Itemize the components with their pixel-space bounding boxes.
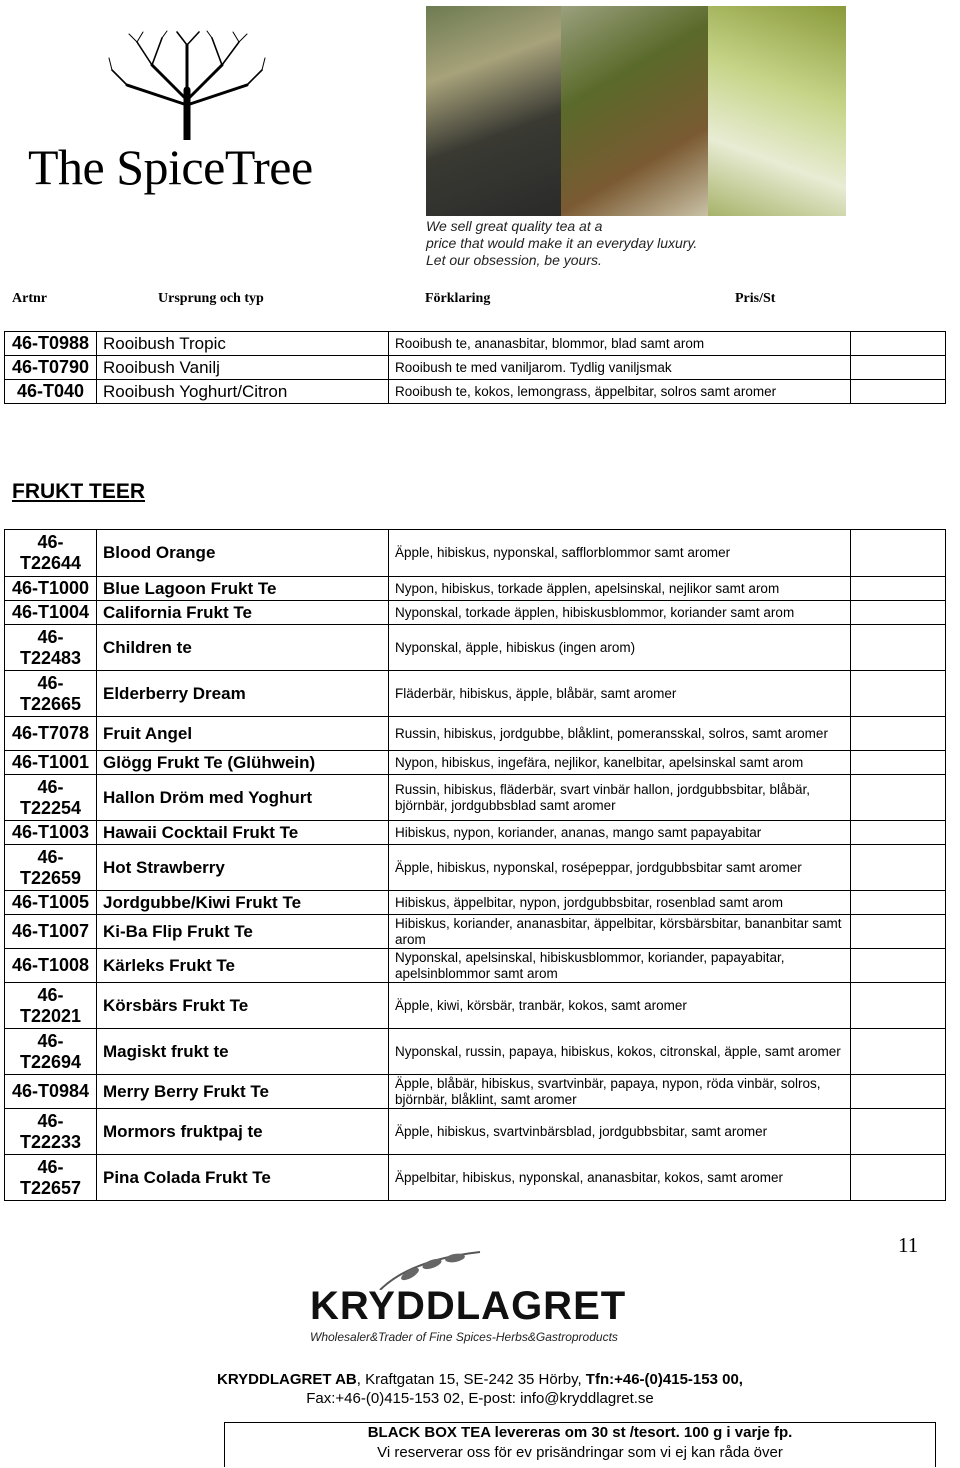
green-tea-cup-photo xyxy=(708,6,846,216)
artnr-cell: 46-T0984 xyxy=(5,1075,97,1109)
table-row xyxy=(5,915,946,949)
description-cell: Nyponskal, äpple, hibiskus (ingen arom) xyxy=(389,625,851,671)
artnr-cell: 46-T1008 xyxy=(5,949,97,983)
table-row xyxy=(5,1029,946,1075)
price-cell xyxy=(851,577,946,601)
product-name-cell: Elderberry Dream xyxy=(97,671,389,717)
table-row xyxy=(5,775,946,821)
artnr-cell: 46- T22659 xyxy=(5,845,97,891)
description-cell: Äpple, hibiskus, nyponskal, rosépeppar, jordgubbsbitar samt aromer xyxy=(389,845,851,891)
price-cell xyxy=(851,751,946,775)
table-row xyxy=(5,983,946,1029)
column-header-price: Pris/St xyxy=(735,291,776,306)
company-name: KRYDDLAGRET AB xyxy=(217,1371,357,1388)
price-cell xyxy=(851,530,946,577)
description-cell: Nypon, hibiskus, ingefära, nejlikor, kanelbitar, apelsinskal samt arom xyxy=(389,751,851,775)
price-cell xyxy=(851,356,946,380)
table-row xyxy=(5,1075,946,1109)
tagline-line: price that would make it an everyday luxury. xyxy=(426,235,698,251)
product-name-cell: Fruit Angel xyxy=(97,717,389,751)
section-title: FRUKT TEER xyxy=(12,480,145,503)
table-row xyxy=(5,530,946,577)
table-row xyxy=(5,1155,946,1201)
price-cell xyxy=(851,625,946,671)
table-row xyxy=(5,671,946,717)
table-row xyxy=(5,356,946,380)
price-cell xyxy=(851,1109,946,1155)
product-name-cell: Hallon Dröm med Yoghurt xyxy=(97,775,389,821)
company-fax-email: Fax:+46-(0)415-153 02, E-post: info@kryddlagret.se xyxy=(306,1390,654,1407)
kryddlagret-logo xyxy=(310,1250,627,1360)
spicetree-logo xyxy=(22,30,352,205)
artnr-cell: 46-T7078 xyxy=(5,717,97,751)
price-cell xyxy=(851,949,946,983)
artnr-cell: 46-T1004 xyxy=(5,601,97,625)
price-cell xyxy=(851,1029,946,1075)
table-row xyxy=(5,332,946,356)
company-phone: Tfn:+46-(0)415-153 00, xyxy=(585,1371,743,1388)
table-row xyxy=(5,601,946,625)
artnr-cell: 46-T1000 xyxy=(5,577,97,601)
table-row xyxy=(5,717,946,751)
artnr-cell: 46- T22657 xyxy=(5,1155,97,1201)
table-row xyxy=(5,380,946,404)
description-cell: Nyponskal, russin, papaya, hibiskus, kokos, citronskal, äpple, samt aromer xyxy=(389,1029,851,1075)
product-name-cell: Jordgubbe/Kiwi Frukt Te xyxy=(97,891,389,915)
tagline-line: Let our obsession, be yours. xyxy=(426,252,602,268)
tea-tin-photo xyxy=(426,6,561,216)
description-cell: Äpple, kiwi, körsbär, tranbär, kokos, samt aromer xyxy=(389,983,851,1029)
product-name-cell: Blue Lagoon Frukt Te xyxy=(97,577,389,601)
table-row xyxy=(5,751,946,775)
description-cell: Nyponskal, torkade äpplen, hibiskusblommor, koriander samt arom xyxy=(389,601,851,625)
description-cell: Hibiskus, äppelbitar, nypon, jordgubbsbitar, rosenblad samt arom xyxy=(389,891,851,915)
artnr-cell: 46-T0790 xyxy=(5,356,97,380)
company-address: , Kraftgatan 15, SE-242 35 Hörby, xyxy=(356,1371,586,1388)
page-number: 11 xyxy=(898,1233,919,1257)
artnr-cell: 46- T22254 xyxy=(5,775,97,821)
price-cell xyxy=(851,775,946,821)
rooibush-table xyxy=(4,331,946,404)
product-name-cell: Rooibush Yoghurt/Citron xyxy=(97,380,389,404)
product-name-cell: Hawaii Cocktail Frukt Te xyxy=(97,821,389,845)
price-cell xyxy=(851,717,946,751)
table-row xyxy=(5,625,946,671)
product-name-cell: Magiskt frukt te xyxy=(97,1029,389,1075)
artnr-cell: 46- T22694 xyxy=(5,1029,97,1075)
column-header-origin: Ursprung och typ xyxy=(158,291,264,306)
artnr-cell: 46- T22021 xyxy=(5,983,97,1029)
column-header-artnr: Artnr xyxy=(12,291,47,306)
product-name-cell: Kärleks Frukt Te xyxy=(97,949,389,983)
price-cell xyxy=(851,915,946,949)
price-cell xyxy=(851,380,946,404)
product-name-cell: Hot Strawberry xyxy=(97,845,389,891)
artnr-cell: 46-T1005 xyxy=(5,891,97,915)
product-name-cell: Children te xyxy=(97,625,389,671)
product-name-cell: Ki-Ba Flip Frukt Te xyxy=(97,915,389,949)
price-cell xyxy=(851,891,946,915)
table-row xyxy=(5,1109,946,1155)
price-cell xyxy=(851,1075,946,1109)
price-cell xyxy=(851,983,946,1029)
price-cell xyxy=(851,821,946,845)
black-box-notice xyxy=(224,1422,936,1467)
logo-text: The SpiceTree xyxy=(28,139,313,195)
description-cell: Nypon, hibiskus, torkade äpplen, apelsinskal, nejlikor samt arom xyxy=(389,577,851,601)
product-name-cell: Rooibush Tropic xyxy=(97,332,389,356)
product-name-cell: Pina Colada Frukt Te xyxy=(97,1155,389,1201)
description-cell: Hibiskus, koriander, ananasbitar, äppelbitar, körsbärsbitar, bananbitar samt arom xyxy=(389,915,851,949)
artnr-cell: 46-T0988 xyxy=(5,332,97,356)
artnr-cell: 46- T22483 xyxy=(5,625,97,671)
product-name-cell: Rooibush Vanilj xyxy=(97,356,389,380)
description-cell: Russin, hibiskus, jordgubbe, blåklint, pomeransskal, solros, samt aromer xyxy=(389,717,851,751)
footer-logo-name: KRYDDLAGRET xyxy=(310,1284,627,1328)
product-name-cell: Blood Orange xyxy=(97,530,389,577)
price-cell xyxy=(851,332,946,356)
product-name-cell: California Frukt Te xyxy=(97,601,389,625)
description-cell: Äpple, hibiskus, nyponskal, safflorblommor samt aromer xyxy=(389,530,851,577)
tagline xyxy=(426,218,697,269)
description-cell: Rooibush te, ananasbitar, blommor, blad samt arom xyxy=(389,332,851,356)
table-row xyxy=(5,845,946,891)
table-row xyxy=(5,891,946,915)
table-row xyxy=(5,577,946,601)
artnr-cell: 46- T22665 xyxy=(5,671,97,717)
price-cell xyxy=(851,845,946,891)
tea-leaves-spoon-photo xyxy=(561,6,708,216)
tea-photos xyxy=(426,6,846,216)
artnr-cell: 46-T1003 xyxy=(5,821,97,845)
description-cell: Russin, hibiskus, fläderbär, svart vinbär hallon, jordgubbsbitar, blåbär, björnbär, jordgubbsblad samt aromer xyxy=(389,775,851,821)
artnr-cell: 46- T22644 xyxy=(5,530,97,577)
footer-logo-subtitle: Wholesaler&Trader of Fine Spices-Herbs&Gastroproducts xyxy=(310,1330,618,1344)
price-cell xyxy=(851,671,946,717)
footer-address xyxy=(0,1370,960,1408)
artnr-cell: 46-T040 xyxy=(5,380,97,404)
description-cell: Äpple, blåbär, hibiskus, svartvinbär, papaya, nypon, röda vinbär, solros, björnbär, blåklint, samt aromer xyxy=(389,1075,851,1109)
artnr-cell: 46-T1001 xyxy=(5,751,97,775)
product-name-cell: Mormors fruktpaj te xyxy=(97,1109,389,1155)
table-row xyxy=(5,821,946,845)
artnr-cell: 46- T22233 xyxy=(5,1109,97,1155)
tagline-line: We sell great quality tea at a xyxy=(426,218,603,234)
description-cell: Nyponskal, apelsinskal, hibiskusblommor, koriander, papayabitar, apelsinblommor samt arom xyxy=(389,949,851,983)
artnr-cell: 46-T1007 xyxy=(5,915,97,949)
description-cell: Hibiskus, nypon, koriander, ananas, mango samt papayabitar xyxy=(389,821,851,845)
product-name-cell: Merry Berry Frukt Te xyxy=(97,1075,389,1109)
column-header-explanation: Förklaring xyxy=(425,291,491,306)
description-cell: Rooibush te med vaniljarom. Tydlig vaniljsmak xyxy=(389,356,851,380)
price-cell xyxy=(851,1155,946,1201)
table-row xyxy=(5,949,946,983)
notice-line-2: Vi reserverar oss för ev prisändringar som vi ej kan råda över xyxy=(377,1444,783,1461)
price-cell xyxy=(851,601,946,625)
description-cell: Rooibush te, kokos, lemongrass, äppelbitar, solros samt aromer xyxy=(389,380,851,404)
product-name-cell: Glögg Frukt Te (Glühwein) xyxy=(97,751,389,775)
description-cell: Äpple, hibiskus, svartvinbärsblad, jordgubbsbitar, samt aromer xyxy=(389,1109,851,1155)
description-cell: Fläderbär, hibiskus, äpple, blåbär, samt aromer xyxy=(389,671,851,717)
product-name-cell: Körsbärs Frukt Te xyxy=(97,983,389,1029)
notice-line-1: BLACK BOX TEA levereras om 30 st /tesort. 100 g i varje fp. xyxy=(367,1424,793,1441)
frukt-table xyxy=(4,529,946,1201)
tree-icon xyxy=(107,30,267,140)
description-cell: Äppelbitar, hibiskus, nyponskal, ananasbitar, kokos, samt aromer xyxy=(389,1155,851,1201)
